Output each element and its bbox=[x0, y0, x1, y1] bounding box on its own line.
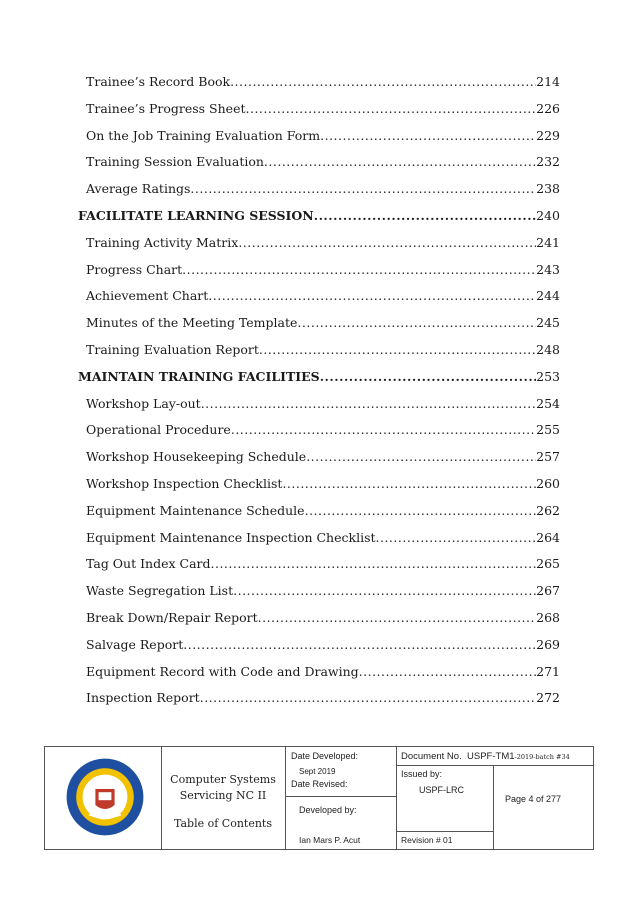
toc-dot-leader bbox=[282, 476, 536, 491]
toc-entry-title: Workshop Housekeeping Schedule bbox=[86, 449, 307, 465]
date-developed-label: Date Developed: bbox=[291, 751, 359, 761]
toc-entry-page: 244 bbox=[536, 288, 560, 304]
toc-entry bbox=[86, 690, 560, 705]
toc-dot-leader bbox=[314, 208, 536, 223]
toc-entry-page: 232 bbox=[536, 154, 560, 170]
toc-entry-page: 269 bbox=[536, 636, 560, 652]
toc-entry-title: Trainee’s Record Book bbox=[86, 74, 231, 89]
document-number bbox=[401, 751, 570, 762]
toc-entry bbox=[86, 664, 560, 679]
toc-entry bbox=[86, 556, 560, 571]
toc-dot-leader bbox=[211, 556, 537, 571]
toc-section-entry bbox=[78, 369, 560, 384]
toc-entry bbox=[86, 154, 560, 169]
toc-entry bbox=[86, 610, 560, 625]
page-info: Page 4 of 277 bbox=[505, 794, 562, 804]
toc-entry-page: 214 bbox=[536, 74, 560, 89]
toc-dot-leader bbox=[182, 262, 536, 277]
toc-entry-page: 264 bbox=[536, 529, 560, 545]
toc-entry bbox=[86, 476, 560, 491]
toc-entry bbox=[86, 530, 560, 545]
toc-entry-page: 253 bbox=[536, 368, 560, 384]
toc-dot-leader bbox=[359, 664, 536, 679]
toc-entry-title: Equipment Maintenance Schedule bbox=[86, 502, 305, 518]
toc-dot-leader bbox=[246, 101, 537, 116]
toc-entry-page: 257 bbox=[536, 449, 560, 465]
toc-entry bbox=[86, 503, 560, 518]
toc-dot-leader bbox=[183, 637, 536, 652]
toc-entry-title: Workshop Inspection Checklist bbox=[86, 476, 283, 491]
toc-dot-leader bbox=[320, 369, 536, 384]
toc-entry bbox=[86, 396, 560, 411]
toc-entry-title: On the Job Training Evaluation Form bbox=[86, 127, 321, 143]
toc-entry-title: Waste Segregation List bbox=[86, 583, 234, 599]
toc-entry-title: Minutes of the Meeting Template bbox=[86, 315, 298, 331]
toc-entry-title: Equipment Maintenance Inspection Checklist bbox=[86, 529, 376, 545]
toc-entry-title: Progress Chart bbox=[86, 261, 183, 277]
toc-entry-page: 265 bbox=[536, 556, 560, 572]
toc-entry-page: 226 bbox=[536, 100, 560, 116]
date-developed-value: Sept 2019 bbox=[299, 767, 336, 776]
toc-dot-leader bbox=[376, 530, 537, 545]
toc-entry-title: Achievement Chart bbox=[86, 288, 209, 304]
toc-dot-leader bbox=[259, 342, 536, 357]
toc-entry-title: Tag Out Index Card bbox=[86, 556, 211, 572]
toc-entry-page: 255 bbox=[536, 422, 560, 438]
toc-entry bbox=[86, 181, 560, 196]
toc-entry-page: 240 bbox=[536, 208, 560, 223]
toc-entry bbox=[86, 315, 560, 330]
toc-entry-page: 238 bbox=[536, 181, 560, 197]
toc-entry bbox=[86, 583, 560, 598]
toc-dot-leader bbox=[208, 288, 536, 303]
toc-dot-leader bbox=[305, 503, 537, 518]
toc-entry bbox=[86, 288, 560, 303]
document-no-suffix: -2019-batch #34 bbox=[514, 753, 570, 761]
course-title-line2: Servicing NC II bbox=[179, 789, 267, 802]
toc-entry-title: Training Activity Matrix bbox=[86, 234, 239, 250]
toc-entry-page: 260 bbox=[536, 476, 560, 491]
toc-entry-page: 245 bbox=[536, 315, 560, 331]
developed-by-value: Ian Mars P. Acut bbox=[299, 835, 361, 845]
toc-entry bbox=[86, 262, 560, 277]
toc-section-entry bbox=[78, 208, 560, 223]
toc-entry-page: 272 bbox=[536, 690, 560, 706]
document-no-value: USPF-TM1 bbox=[467, 751, 515, 762]
university-seal-logo bbox=[65, 757, 145, 837]
toc-entry-title: FACILITATE LEARNING SESSION bbox=[78, 208, 314, 223]
toc-entry-page: 267 bbox=[536, 583, 560, 599]
toc-dot-leader bbox=[238, 235, 536, 250]
document-no-label: Document No. bbox=[401, 751, 462, 762]
toc-dot-leader bbox=[258, 610, 537, 625]
toc-entry-title: Trainee’s Progress Sheet bbox=[86, 100, 246, 116]
developed-by-label: Developed by: bbox=[299, 805, 357, 815]
toc-entry bbox=[86, 422, 560, 437]
toc-entry bbox=[86, 449, 560, 464]
date-revised-label: Date Revised: bbox=[291, 779, 348, 789]
toc-entry-page: 254 bbox=[536, 395, 560, 411]
document-footer bbox=[44, 746, 594, 850]
toc-entry bbox=[86, 235, 560, 250]
toc-entry-title: MAINTAIN TRAINING FACILITIES bbox=[78, 368, 320, 384]
toc-entry bbox=[86, 74, 560, 89]
toc-dot-leader bbox=[231, 422, 536, 437]
toc-entry-page: 262 bbox=[536, 502, 560, 518]
toc-dot-leader bbox=[230, 74, 536, 89]
toc-entry-page: 243 bbox=[536, 261, 560, 277]
toc-entry-page: 268 bbox=[536, 610, 560, 625]
toc-entry-page: 241 bbox=[536, 234, 560, 250]
toc-entry-title: Average Ratings bbox=[86, 181, 191, 197]
toc-entry-title: Equipment Record with Code and Drawing bbox=[86, 663, 359, 679]
issued-by-label: Issued by: bbox=[401, 769, 443, 779]
toc-entry-title: Workshop Lay-out bbox=[86, 395, 201, 411]
toc-entry-title: Break Down/Repair Report bbox=[86, 610, 258, 625]
toc-entry bbox=[86, 128, 560, 143]
toc-entry-title: Operational Procedure bbox=[86, 422, 231, 438]
toc-entry bbox=[86, 101, 560, 116]
document-section: Table of Contents bbox=[173, 817, 272, 830]
toc-entry bbox=[86, 637, 560, 652]
issued-by-value: USPF-LRC bbox=[419, 785, 465, 795]
toc-entry-title: Salvage Report bbox=[86, 636, 184, 652]
toc-dot-leader bbox=[190, 181, 536, 196]
toc-entry bbox=[86, 342, 560, 357]
toc-entry-title: Training Evaluation Report bbox=[86, 342, 259, 357]
toc-entry-page: 271 bbox=[536, 663, 560, 679]
toc-entry-page: 229 bbox=[536, 127, 560, 143]
toc-dot-leader bbox=[233, 583, 536, 598]
toc-entry-title: Training Session Evaluation bbox=[86, 154, 264, 170]
toc-entry-page: 248 bbox=[536, 342, 560, 357]
toc-dot-leader bbox=[264, 154, 536, 169]
toc-dot-leader bbox=[200, 690, 536, 705]
course-title-line1: Computer Systems bbox=[170, 773, 276, 786]
toc-entry-title: Inspection Report bbox=[86, 690, 200, 706]
revision-number: Revision # 01 bbox=[401, 835, 453, 845]
toc-dot-leader bbox=[306, 449, 536, 464]
toc-dot-leader bbox=[201, 396, 536, 411]
toc-dot-leader bbox=[320, 128, 536, 143]
toc-dot-leader bbox=[297, 315, 536, 330]
